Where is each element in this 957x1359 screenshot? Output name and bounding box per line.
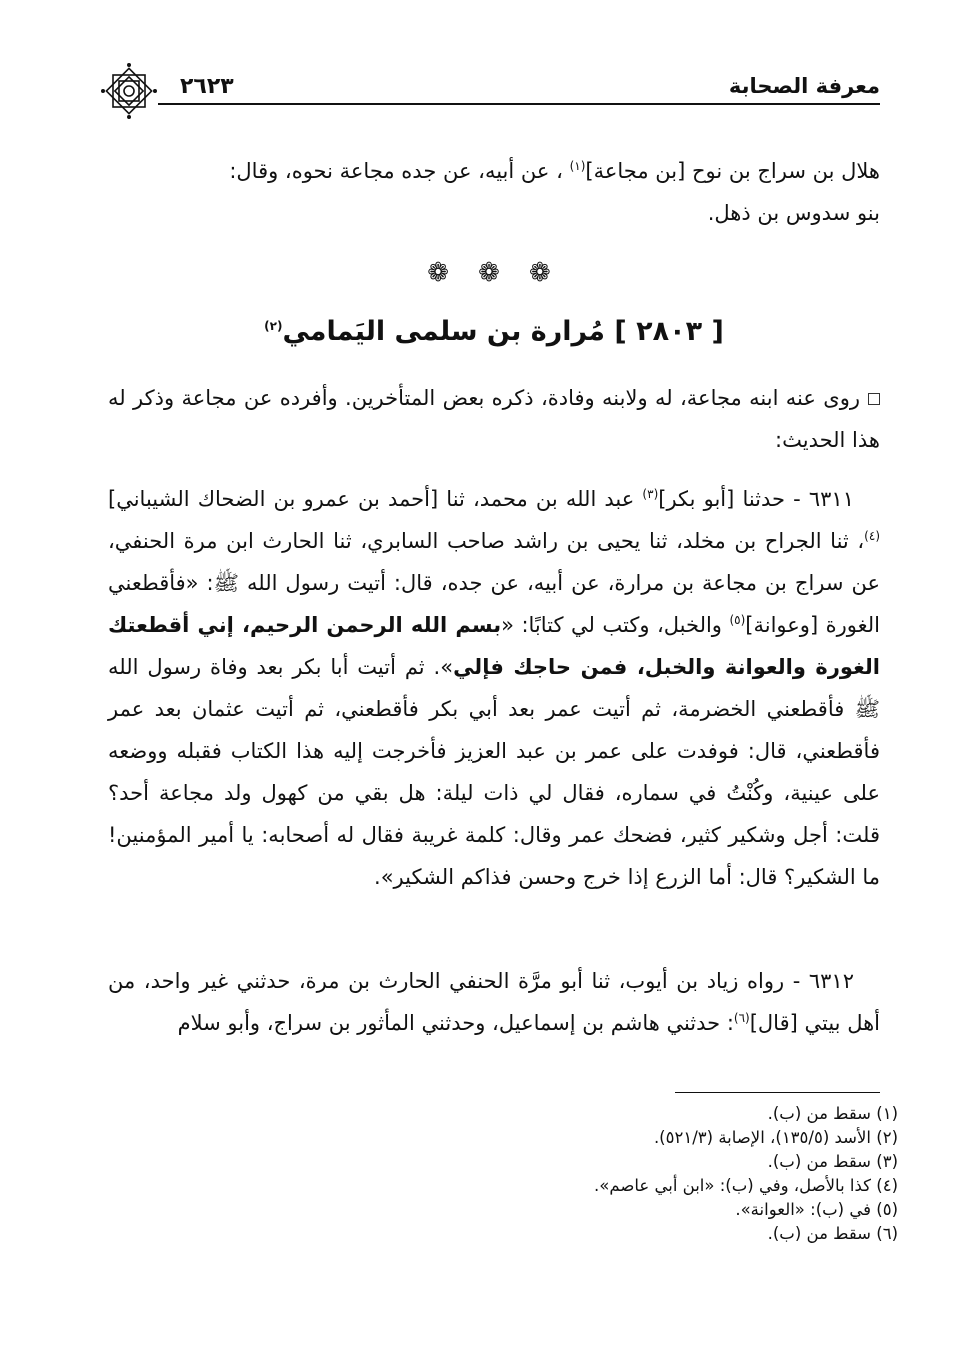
footnote-ref: (٤) [864,529,880,543]
footnote-4: (٤) كذا بالأصل، وفي (ب): «ابن أبي عاصم». [594,1176,898,1195]
intro-line-1 [108,150,880,192]
hadith-text: ٦٣١٢ - رواه زياد بن أيوب، ثنا أبو مرَّة الحنفي الحارث بن مرة، حدثني غير واحد، من أهل بيتي [قال] [108,969,880,1035]
footnotes [300,1102,898,1246]
section-separator: ❁ ❁ ❁ [427,258,561,288]
hadith-text: : حدثني هاشم بن إسماعيل، وحدثني المأثور بن سراج، وأبو سلام [177,1011,734,1035]
hadith-6311 [108,478,880,898]
hadith-6311-paragraph [108,478,880,898]
intro-block [108,150,880,234]
header-rule [158,103,880,105]
hadith-6312 [108,960,880,1044]
running-header [100,68,880,118]
footnote-3: (٣) سقط من (ب). [767,1152,898,1171]
hadith-text: ٦٣١١ - حدثنا [أبو بكر] [658,487,854,511]
square-bullet-icon [868,393,880,405]
entry-title-text: [ ٢٨٠٣ ] مُرارة بن سلمى اليَمامي [282,316,724,347]
intro-text-rest: ، عن أبيه، عن جده مجاعة نحوه، وقال: [229,159,563,183]
ornament-icon [100,62,158,120]
hadith-text: عبد الله بن محمد، ثنا [أحمد بن عمرو بن الضحاك الشيباني] [108,487,643,511]
bio-text: روى عنه ابنه مجاعة، له ولابنه وفادة، ذكره بعض المتأخرين. وأفرده عن مجاعة وذكر له هذا الحديث: [108,386,880,452]
footnote-2: (٢) الأسد (١٣٥/٥)، الإصابة (٥٢١/٣). [653,1128,898,1147]
hadith-6312-paragraph [108,960,880,1044]
footnote-1: (١) سقط من (ب). [767,1104,898,1123]
footnote-ref: (٣) [642,487,659,501]
hadith-bold-quote: بسم الله الرحمن الرحيم، إني أقطعتك الغورة والعوانة والخبل، فمن حاجك فإلي [108,613,881,679]
footnote-ref: (١) [569,159,586,173]
footnote-5: (٥) في (ب): «العوانة». [735,1200,898,1219]
intro-line-2: بنو سدوس بن ذهل. [707,201,880,225]
footnote-ref: (٥) [729,613,746,627]
hadith-text: ، ثنا الجراح بن مخلد، ثنا يحيى بن راشد صاحب السابري، ثنا الحارث ابن مرة الحنفي، عن سراج بن مجاعة بن مرارة، عن أبيه، عن جده، قال: أتيت رسول الله ﷺ: «فأقطعني الغورة [وعوانة] [108,529,880,637]
hadith-text: ». ثم أتيت أبا بكر بعد وفاة رسول الله ﷺ فأقطعني الخضرمة، ثم أتيت عمر بعد أبي بكر فأقطعني، ثم أتيت عثمان بعد عمر فأقطعني، قال: فوفدت على عمر بن عبد العزيز فأخرجت إليه هذا الكتاب فقبله ووضعه على عينية، وكُنْتُ في سماره، فقال لي ذات ليلة: هل بقي من كهول ولد مجاعة أحد؟ قلت: أجل وشكير كثير، فضحك عمر وقال: كلمة غريبة فقال له أصحابه: يا أمير المؤمنين! ما الشكير؟ قال: أما الزرع إذا خرج وحسن فذاكم الشكير». [108,655,880,889]
footnote-ref: (٦) [733,1011,750,1025]
hadith-text: والخبل، وكتب لي كتابًا: « [501,613,730,637]
intro-text: هلال بن سراج بن نوح [بن مجاعة] [585,159,880,183]
bio-block [108,377,880,461]
entry-title [108,316,880,347]
page-number: ٢٦٢٣ [180,74,234,99]
bio-paragraph [108,377,880,461]
footnote-6: (٦) سقط من (ب). [767,1224,898,1243]
footnote-rule [675,1092,880,1093]
footnote-ref: (٢) [264,319,283,333]
running-title: معرفة الصحابة [728,74,880,98]
